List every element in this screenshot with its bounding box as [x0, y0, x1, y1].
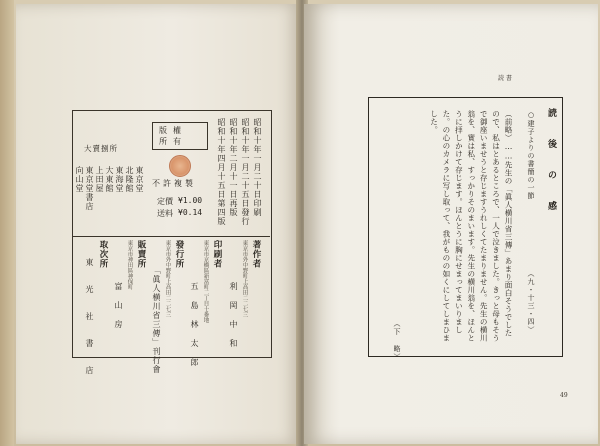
role-author-label: 著作者 — [251, 240, 261, 269]
distributor-4: 大東館 — [105, 166, 114, 193]
price-label: 定價 — [157, 197, 173, 206]
role-printer-name: 五 島 林 太 郎 — [190, 282, 199, 367]
role-author-name: 利 岡 中 和 — [229, 282, 238, 348]
colophon-date-2: 昭和十年一月二十五日發行 — [241, 118, 250, 226]
rights-label-2: 所有 — [159, 137, 187, 146]
role-printer-label: 印刷者 — [212, 240, 222, 269]
article-date: （九・十三・四） — [527, 270, 535, 334]
running-head: 読 書 — [498, 75, 512, 82]
distributor-5: 上田屋 — [95, 166, 104, 193]
article-title: 読 後 の 感 — [546, 108, 556, 216]
role-seller-name: 富 山 房 — [114, 282, 123, 329]
rights-label-1: 版權 — [159, 126, 187, 135]
article-closing: （下 略） — [393, 320, 401, 361]
distributor-2: 北隆館 — [125, 166, 134, 193]
role-author-addr: 東京市外中野町上高田二二七三 — [241, 240, 248, 317]
publisher-seal — [169, 155, 191, 177]
retailer-name: 東 光 社 書 店 — [85, 258, 94, 379]
colophon-date-4: 昭和十年四月十五日第四版 — [217, 118, 226, 226]
role-publisher-label: 發行所 — [174, 240, 184, 269]
article-body: （前略）……先生の「眞人横川省三傳」あまり面白そうでしたので、私はとあるところで、一人で泣きました。きっと母もそうで御座いませうと存じますうれしくてたまりません。先生の横川翁を、實は私、すっかりそのまいます。先生の横川翁を、ほんとうに拝しかけて存じます。ほんとうに胸にせまってまいりました。の心のカメラに写し取って、我がものの如くにしてしまひました。 — [429, 110, 513, 342]
role-printer-addr: 東京市京橋區新富町二丁目十番地 — [202, 240, 209, 323]
colophon-divider — [72, 236, 270, 237]
distributor-6: 東京堂書店 — [85, 166, 94, 211]
rights-box — [152, 122, 208, 150]
postage-value: ¥0.14 — [178, 208, 203, 217]
distributor-3: 東海堂 — [115, 166, 124, 193]
distributor-1: 東京堂 — [135, 166, 144, 193]
role-seller-addr: 東京市神田區神保町 — [126, 240, 133, 290]
role-seller-label: 販賣所 — [136, 240, 146, 269]
page-number: 49 — [560, 392, 568, 399]
retailer-label: 取次所 — [98, 240, 108, 269]
price-value: ¥1.00 — [178, 196, 203, 205]
book-edge — [0, 0, 14, 446]
distributor-7: 向山堂 — [75, 166, 84, 193]
role-publisher-addr: 東京市外中野町上高田二二七三 — [164, 240, 171, 317]
colophon-date-1: 昭和十年一月二十日印刷 — [253, 118, 262, 217]
article-subtitle: ○建子よりの書簡の一節 — [527, 111, 535, 200]
colophon-date-3: 昭和十年二月十一日再版 — [229, 118, 238, 217]
role-publisher-name: 「眞人横川省三傳」刊行會 — [152, 266, 161, 374]
no-copy-notice: 不許複製 — [152, 179, 196, 188]
postage-label: 送料 — [157, 209, 173, 218]
distributors-title: 大賣捌所 — [84, 144, 118, 153]
